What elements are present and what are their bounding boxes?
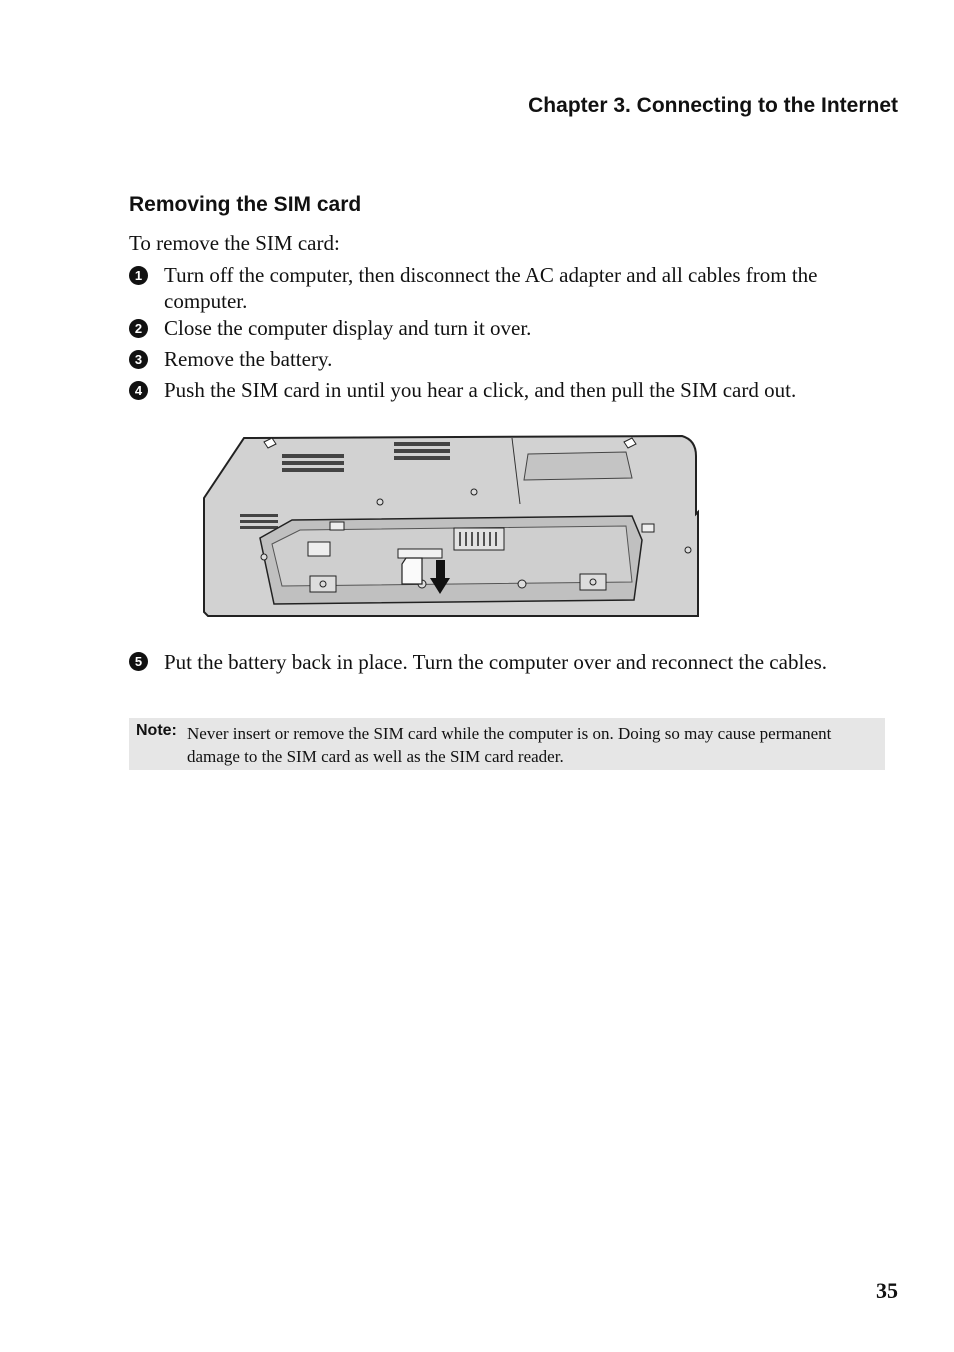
step-number-1: 1 [129,266,148,285]
step-number-3: 3 [129,350,148,369]
chapter-header: Chapter 3. Connecting to the Internet [528,94,898,117]
step-4 [129,377,889,403]
step-text-5: Put the battery back in place. Turn the computer over and reconnect the cables. [164,650,828,674]
step-text-4: Push the SIM card in until you hear a click, and then pull the SIM card out. [164,378,797,402]
section-title: Removing the SIM card [129,193,362,216]
step-5 [129,648,889,676]
note-box [129,718,885,770]
step-2 [129,315,889,341]
note-label: Note: [136,722,177,739]
note-text: Never insert or remove the SIM card while the computer is on. Doing so may cause permanent damage to the SIM card as well as the SIM card reader. [187,724,832,766]
sim-card-icon [402,558,422,584]
intro-text: To remove the SIM card: [129,231,340,255]
step-text-1: Turn off the computer, then disconnect the AC adapter and all cables from the computer. [164,263,818,313]
step-3 [129,346,889,372]
step-number-4: 4 [129,381,148,400]
step-text-3: Remove the battery. [164,347,333,371]
step-number-5: 5 [129,652,148,671]
laptop-bottom-illustration [202,432,700,618]
step-number-2: 2 [129,319,148,338]
step-1 [129,262,889,314]
page-number: 35 [876,1278,898,1303]
step-text-2: Close the computer display and turn it over. [164,316,532,340]
